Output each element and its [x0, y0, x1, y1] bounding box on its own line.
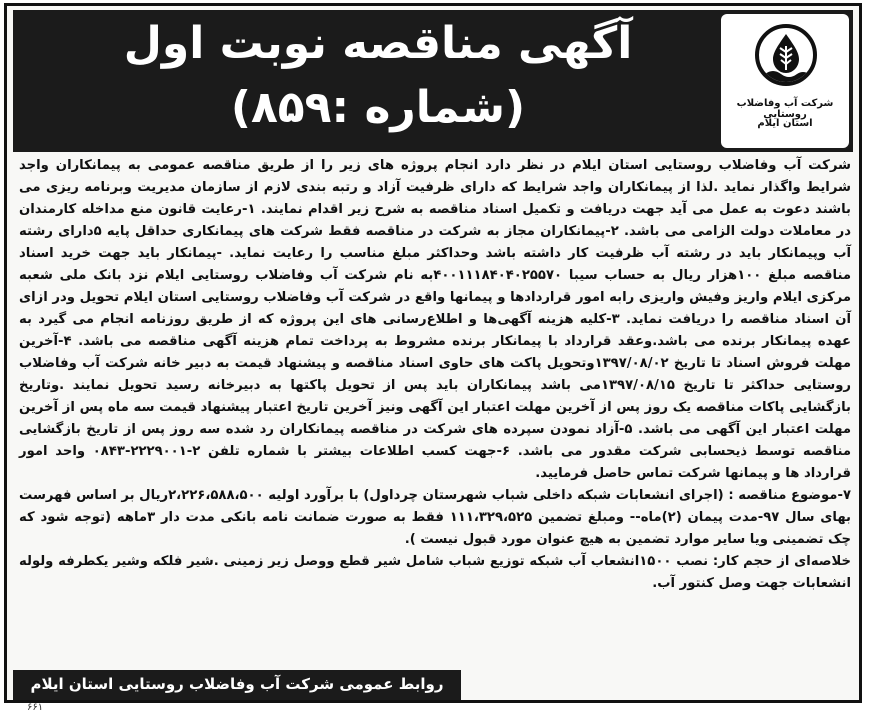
header-banner — [13, 10, 853, 152]
subject-paragraph: ۷-موضوع مناقصه : (اجرای انشعابات شبکه داخلی شباب شهرستان چرداول) با برآورد اولیه ۲،۲۲۶،۵۸۸،۵۰۰ریال بر اساس فهرست بهای سال ۹۷-مدت پیمان (۲)ماه-- ومبلغ تضمین ۱۱۱،۳۲۹،۵۲۵ فقط به صورت ضمانت نامه بانکی مدت دار ۳ماهه (توجه شود که چک تضمینی ویا سایر موارد تضمین به هیچ عنوان مورد قبول نیست ). — [19, 488, 852, 547]
logo-province: استان ایلام — [757, 118, 813, 129]
ad-code: ۶۶۱ — [27, 702, 44, 713]
terms-paragraph: شرکت آب وفاضلاب روستایی استان ایلام در نظر دارد انجام پروژه های زیر را از طریق مناقصه عمومی به پیمانکاران واجد شرایط واگذار نماید .لذا از پیمانکاران واجد شرایط که دارای ظرفیت آزاد و رتبه بندی لازم از سازمان مدیریت وبرنامه ریزی می باشند دعوت به عمل می آید جهت دریافت و تکمیل اسناد مناقصه به شرح زیر اقدام نمایند. ۱-رعایت قانون منع مداخله کارمندان در معاملات دولت الزامی می باشد. ۲-پیمانکاران مجاز به شرکت در مناقصه فقط شرکت های پیمانکاری حداقل پایه ۵دارای رشته آب وپیمانکار باید در رشته آب ظرفیت کار داشته باشد وحداکثر مبلغ مناسب را رعایت نماید. -پیمانکار باید جهت خرید اسناد مناقصه مبلغ ۱۰۰هزار ریال به حساب سیبا ۴۰۰۱۱۱۸۴۰۴۰۲۵۵۷۰به نام شرکت آب وفاضلاب روستایی ایلام نزد بانک ملی شعبه مرکزی ایلام واریز وفیش واریزی رابه امور قراردادها و پیمانها واقع در شرکت آب وفاضلاب روستایی استان ایلام تحویل ودر ازای آن اسناد مناقصه را دریافت نماید. ۳-کلیه هزینه آگهی‌ها و اطلاع‌رسانی های این پروژه که از طریق روزنامه انجام می گیرد به عهده پیمانکار برنده می باشد.وعقد قرارداد با پیمانکار برنده مشروط به پرداخت تمام هزینه آگهی مناقصه می باشد. ۴-آخرین مهلت فروش اسناد تا تاریخ ۱۳۹۷/۰۸/۰۲وتحویل پاکت های حاوی اسناد مناقصه و پیشنهاد قیمت به دبیر خانه شرکت آب وفاضلاب روستایی حداکثر تا تاریخ ۱۳۹۷/۰۸/۱۵می باشد پیمانکاران باید پس از تحویل پاکتها به دبیرخانه رسید تحویل نمایند .وتاریخ بازگشایی پاکات مناقصه یک روز پس از آخرین مهلت اعتبار این آگهی ونیز آخرین تاریخ اعتبار پیشنهاد قیمت سه ماه پس از آخرین مهلت اعتبار این آگهی می باشد. ۵-آزاد نمودن سپرده های شرکت در مناقصه پیمانکاران رد شده سه روز پس از تاریخ بازگشایی مناقصه توسط ذیحسابی شرکت مقدور می باشد. ۶-جهت کسب اطلاعات بیشتر با شماره تلفن ۲-۲۲۲۹۰۰۱-۰۸۴۳ واحد امور قرارداد ها و پیمانها شرکت تماس حاصل فرمایید. — [19, 158, 852, 481]
water-drop-wheat-icon — [755, 24, 817, 86]
publisher-banner — [13, 670, 461, 700]
logo-org-name: شرکت آب وفاضلاب روستایی — [736, 98, 834, 120]
publisher-name: روابط عمومی شرکت آب وفاضلاب روستایی استان ایلام — [30, 675, 444, 693]
company-logo — [721, 14, 849, 148]
ad-title: آگهی مناقصه نوبت اول — [123, 18, 633, 69]
work-volume-paragraph: خلاصه‌ای از حجم کار: نصب ۱۵۰۰انشعاب آب شبکه توزیع شباب شامل شیر قطع ووصل زیر زمینی .شیر فلکه وشیر یکطرفه ولوله انشعابات جهت وصل کنتور آب. — [19, 554, 851, 591]
ad-body — [19, 155, 851, 595]
ad-number: (شماره :۸۵۹) — [230, 82, 526, 133]
tender-advertisement — [4, 3, 862, 713]
